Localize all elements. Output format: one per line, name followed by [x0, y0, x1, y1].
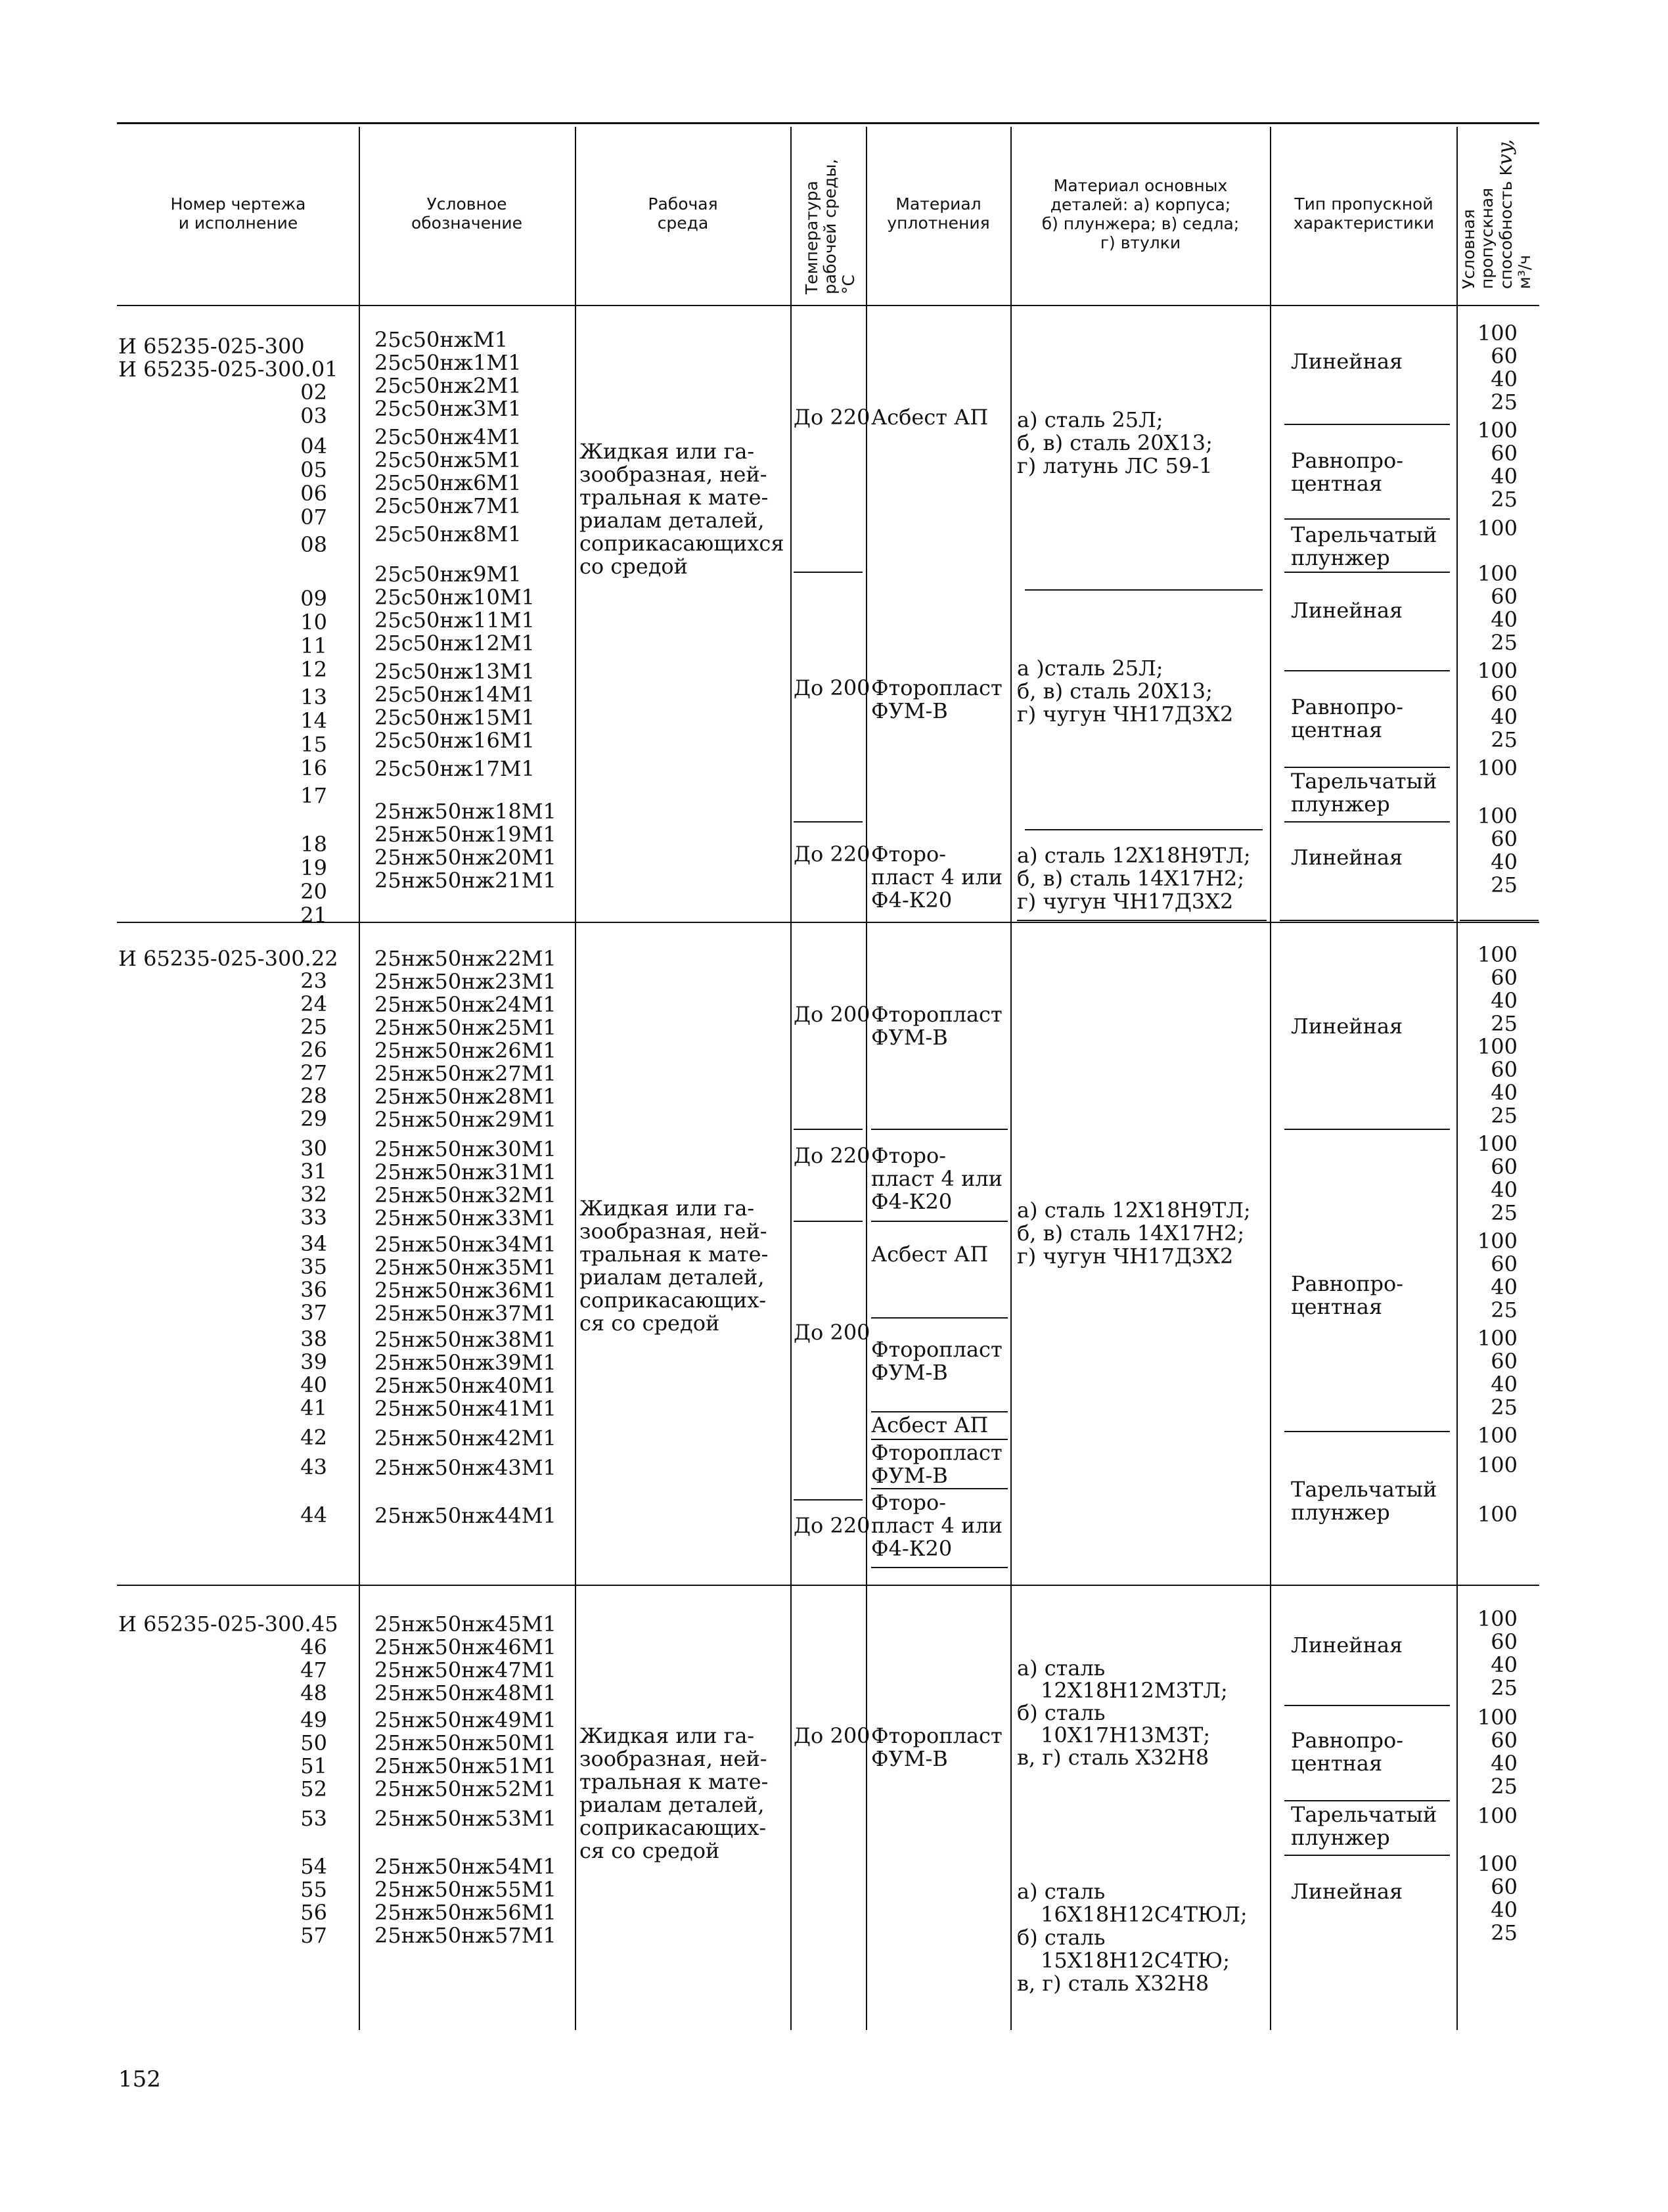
temperature-value: До 220	[794, 405, 870, 430]
header-designation: Условное обозначение	[411, 194, 523, 233]
col-divider-6	[1270, 127, 1271, 2030]
header-temperature: Температура рабочей среды, °С	[802, 158, 858, 294]
characteristic-type: Равнопро- центная	[1291, 1271, 1404, 1319]
top-rule	[117, 122, 1539, 124]
block-separator-1	[117, 922, 1539, 923]
char-divider	[1280, 920, 1454, 921]
char-divider	[1284, 572, 1450, 573]
drawing-number: И 65235-025-300.45	[118, 1612, 338, 1636]
execution-column: 46 47 48 49 50 51 52 53 54 55 56 57	[300, 1635, 327, 1948]
characteristic-type: Линейная	[1291, 598, 1403, 623]
execution-column: 23 24 25 26 27 28 29 30 31 32 33 34 35 36 37 38 39 40 41 42 43 44	[300, 968, 327, 1527]
header-rule	[117, 305, 1539, 306]
seal-material: Асбест АП	[871, 405, 989, 430]
seal-material: Фторопласт ФУМ-В	[871, 1337, 1003, 1385]
characteristic-type: Линейная	[1291, 1014, 1403, 1039]
seal-material: Фторопласт ФУМ-В	[871, 675, 1003, 723]
medium-text: Жидкая или га- зообразная, ней- тральная к мате- риалам деталей, соприкасающихся со средой	[579, 439, 784, 579]
medium-text: Жидкая или га- зообразная, ней- тральная к мате- риалам деталей, соприкасающих- ся со средой	[579, 1196, 769, 1336]
capacity-column: 100 60 40 25 100 60 40 25 100 100 60 40 25 100 60 40 25 100 100 60 40 25	[1477, 321, 1518, 897]
characteristic-type: Линейная	[1291, 1633, 1403, 1658]
designation-column: 25нж50нж22М1 25нж50нж23М1 25нж50нж24М1 25нж50нж25М1 25нж50нж26М1 25нж50нж27М1 25нж50нж28М1 25нж50нж29М1 25нж50нж30М1 25нж50нж31М1 25нж50нж32М1 25нж50нж33М1 25нж50нж34М1 25нж50нж35М1 25нж50нж36М1 25нж50нж37М1 25нж50нж38М1 25нж50нж39М1 25нж50нж40М1 25нж50нж41М1 25нж50нж42М1 25нж50нж43М1 25нж50нж44М1	[374, 946, 556, 1528]
temp-divider	[794, 1499, 863, 1501]
characteristic-type: Равнопро- центная	[1291, 448, 1404, 496]
char-divider	[1284, 1855, 1450, 1856]
col-divider-7	[1456, 127, 1458, 2030]
col-divider-5	[1010, 127, 1012, 2030]
characteristic-type: Равнопро- центная	[1291, 694, 1404, 742]
temperature-value: До 200	[794, 675, 870, 700]
seal-material: Фторопласт ФУМ-В	[871, 1440, 1003, 1488]
material-divider	[1025, 829, 1263, 830]
seal-divider	[871, 1567, 1008, 1568]
parts-material: а )сталь 25Л; б, в) сталь 20Х13; г) чугун ЧН17Д3Х2	[1017, 656, 1234, 727]
characteristic-type: Линейная	[1291, 845, 1403, 870]
cap-divider	[1460, 920, 1539, 921]
block-separator-2	[117, 1585, 1539, 1586]
temperature-value: До 200	[794, 1002, 870, 1027]
header-characteristic: Тип пропускной характеристики	[1293, 194, 1435, 233]
seal-material: Фторо- пласт 4 или Ф4-К20	[871, 842, 1003, 913]
char-divider	[1284, 670, 1450, 671]
drawing-number: И 65235-025-300.22	[118, 946, 338, 971]
capacity-column: 100 60 40 25 100 60 40 25 100 100 60 40 25	[1477, 1606, 1518, 1945]
designation-column: 25нж50нж45М1 25нж50нж46М1 25нж50нж47М1 25нж50нж48М1 25нж50нж49М1 25нж50нж50М1 25нж50нж51М1 25нж50нж52М1 25нж50нж53М1 25нж50нж54М1 25нж50нж55М1 25нж50нж56М1 25нж50нж57М1	[374, 1612, 556, 1948]
temp-divider	[794, 1221, 863, 1222]
char-divider	[1284, 821, 1450, 823]
page-number: 152	[118, 2066, 161, 2092]
temperature-value: До 220	[794, 1143, 870, 1168]
char-divider	[1284, 1800, 1450, 1801]
header-capacity: Условная пропускная способность Kvy, м³/ч	[1459, 139, 1534, 289]
characteristic-type: Равнопро- центная	[1291, 1728, 1404, 1776]
temperature-value: До 200	[794, 1320, 870, 1345]
parts-material: а) сталь 16Х18Н12С4ТЮЛ; б) сталь 15Х18Н12С4ТЮ; в, г) сталь Х32Н8	[1017, 1879, 1248, 1996]
parts-material: а) сталь 12Х18Н9ТЛ; б, в) сталь 14Х17Н2; г) чугун ЧН17Д3Х2	[1017, 1198, 1251, 1269]
seal-material: Фторопласт ФУМ-В	[871, 1723, 1003, 1771]
drawing-number: И 65235-025-300	[118, 334, 305, 359]
seal-divider	[871, 1129, 1008, 1130]
parts-material: а) сталь 25Л; б, в) сталь 20Х13; г) латунь ЛС 59-1	[1017, 407, 1213, 478]
char-divider	[1284, 424, 1450, 425]
characteristic-type: Тарельчатый плунжер	[1291, 1802, 1437, 1850]
characteristic-type: Линейная	[1291, 1879, 1403, 1904]
temperature-value: До 220	[794, 1513, 870, 1538]
char-divider	[1284, 1129, 1450, 1130]
header-medium: Рабочая среда	[648, 194, 718, 233]
characteristic-type: Тарельчатый плунжер	[1291, 1477, 1437, 1525]
material-divider	[1025, 589, 1263, 591]
col-divider-3	[790, 127, 792, 2030]
header-parts-material: Материал основных деталей: а) корпуса; б) плунжера; в) седла; г) втулки	[1041, 176, 1240, 252]
char-divider	[1284, 518, 1450, 520]
temp-divider	[794, 821, 863, 823]
temperature-value: До 200	[794, 1723, 870, 1748]
drawing-number: И 65235-025-300.01	[118, 357, 338, 382]
seal-material: Фторопласт ФУМ-В	[871, 1002, 1003, 1050]
seal-material: Фторо- пласт 4 или Ф4-К20	[871, 1490, 1003, 1561]
col-divider-2	[575, 127, 576, 2030]
col-divider-1	[359, 127, 360, 2030]
characteristic-type: Тарельчатый плунжер	[1291, 522, 1437, 570]
capacity-column: 100 60 40 25 100 60 40 25 100 60 40 25 100 60 40 25 100 60 40 25 100 100 100	[1477, 942, 1518, 1527]
temperature-value: До 220	[794, 842, 870, 867]
seal-divider	[871, 1317, 1008, 1319]
designation-column: 25с50нжМ1 25с50нж1М1 25с50нж2М1 25с50нж3М1 25с50нж4М1 25с50нж5М1 25с50нж6М1 25с50нж7М1 25с50нж8М1 25с50нж9М1 25с50нж10М1 25с50нж11М1 25с50нж12М1 25с50нж13М1 25с50нж14М1 25с50нж15М1 25с50нж16М1 25с50нж17М1 25нж50нж18М1 25нж50нж19М1 25нж50нж20М1 25нж50нж21М1	[374, 327, 556, 893]
parts-material: а) сталь 12Х18Н9ТЛ; б, в) сталь 14Х17Н2; г) чугун ЧН17Д3Х2	[1017, 843, 1251, 914]
medium-text: Жидкая или га- зообразная, ней- тральная к мате- риалам деталей, соприкасающих- ся со средой	[579, 1723, 769, 1863]
seal-material: Асбест АП	[871, 1242, 989, 1267]
char-divider	[1284, 767, 1450, 768]
parts-material: а) сталь 12Х18Н12М3ТЛ; б) сталь 10Х17Н13М3Т; в, г) сталь Х32Н8	[1017, 1656, 1228, 1770]
seal-material: Фторо- пласт 4 или Ф4-К20	[871, 1143, 1003, 1214]
seal-divider	[871, 1488, 1008, 1489]
char-divider	[1284, 1431, 1450, 1432]
char-divider	[1284, 1705, 1450, 1706]
temp-divider	[794, 572, 863, 573]
seal-material: Асбест АП	[871, 1412, 989, 1437]
material-divider	[1017, 920, 1267, 921]
characteristic-type: Тарельчатый плунжер	[1291, 769, 1437, 817]
temp-divider	[794, 1129, 863, 1130]
header-seal: Материал уплотнения	[887, 194, 990, 233]
seal-divider	[871, 1221, 1008, 1222]
header-drawing: Номер чертежа и исполнение	[170, 194, 306, 233]
execution-column: 02 03 04 05 06 07 08 09 10 11 12 13 14 15 16 17 18 19 20 21	[300, 380, 327, 928]
characteristic-type: Линейная	[1291, 349, 1403, 374]
